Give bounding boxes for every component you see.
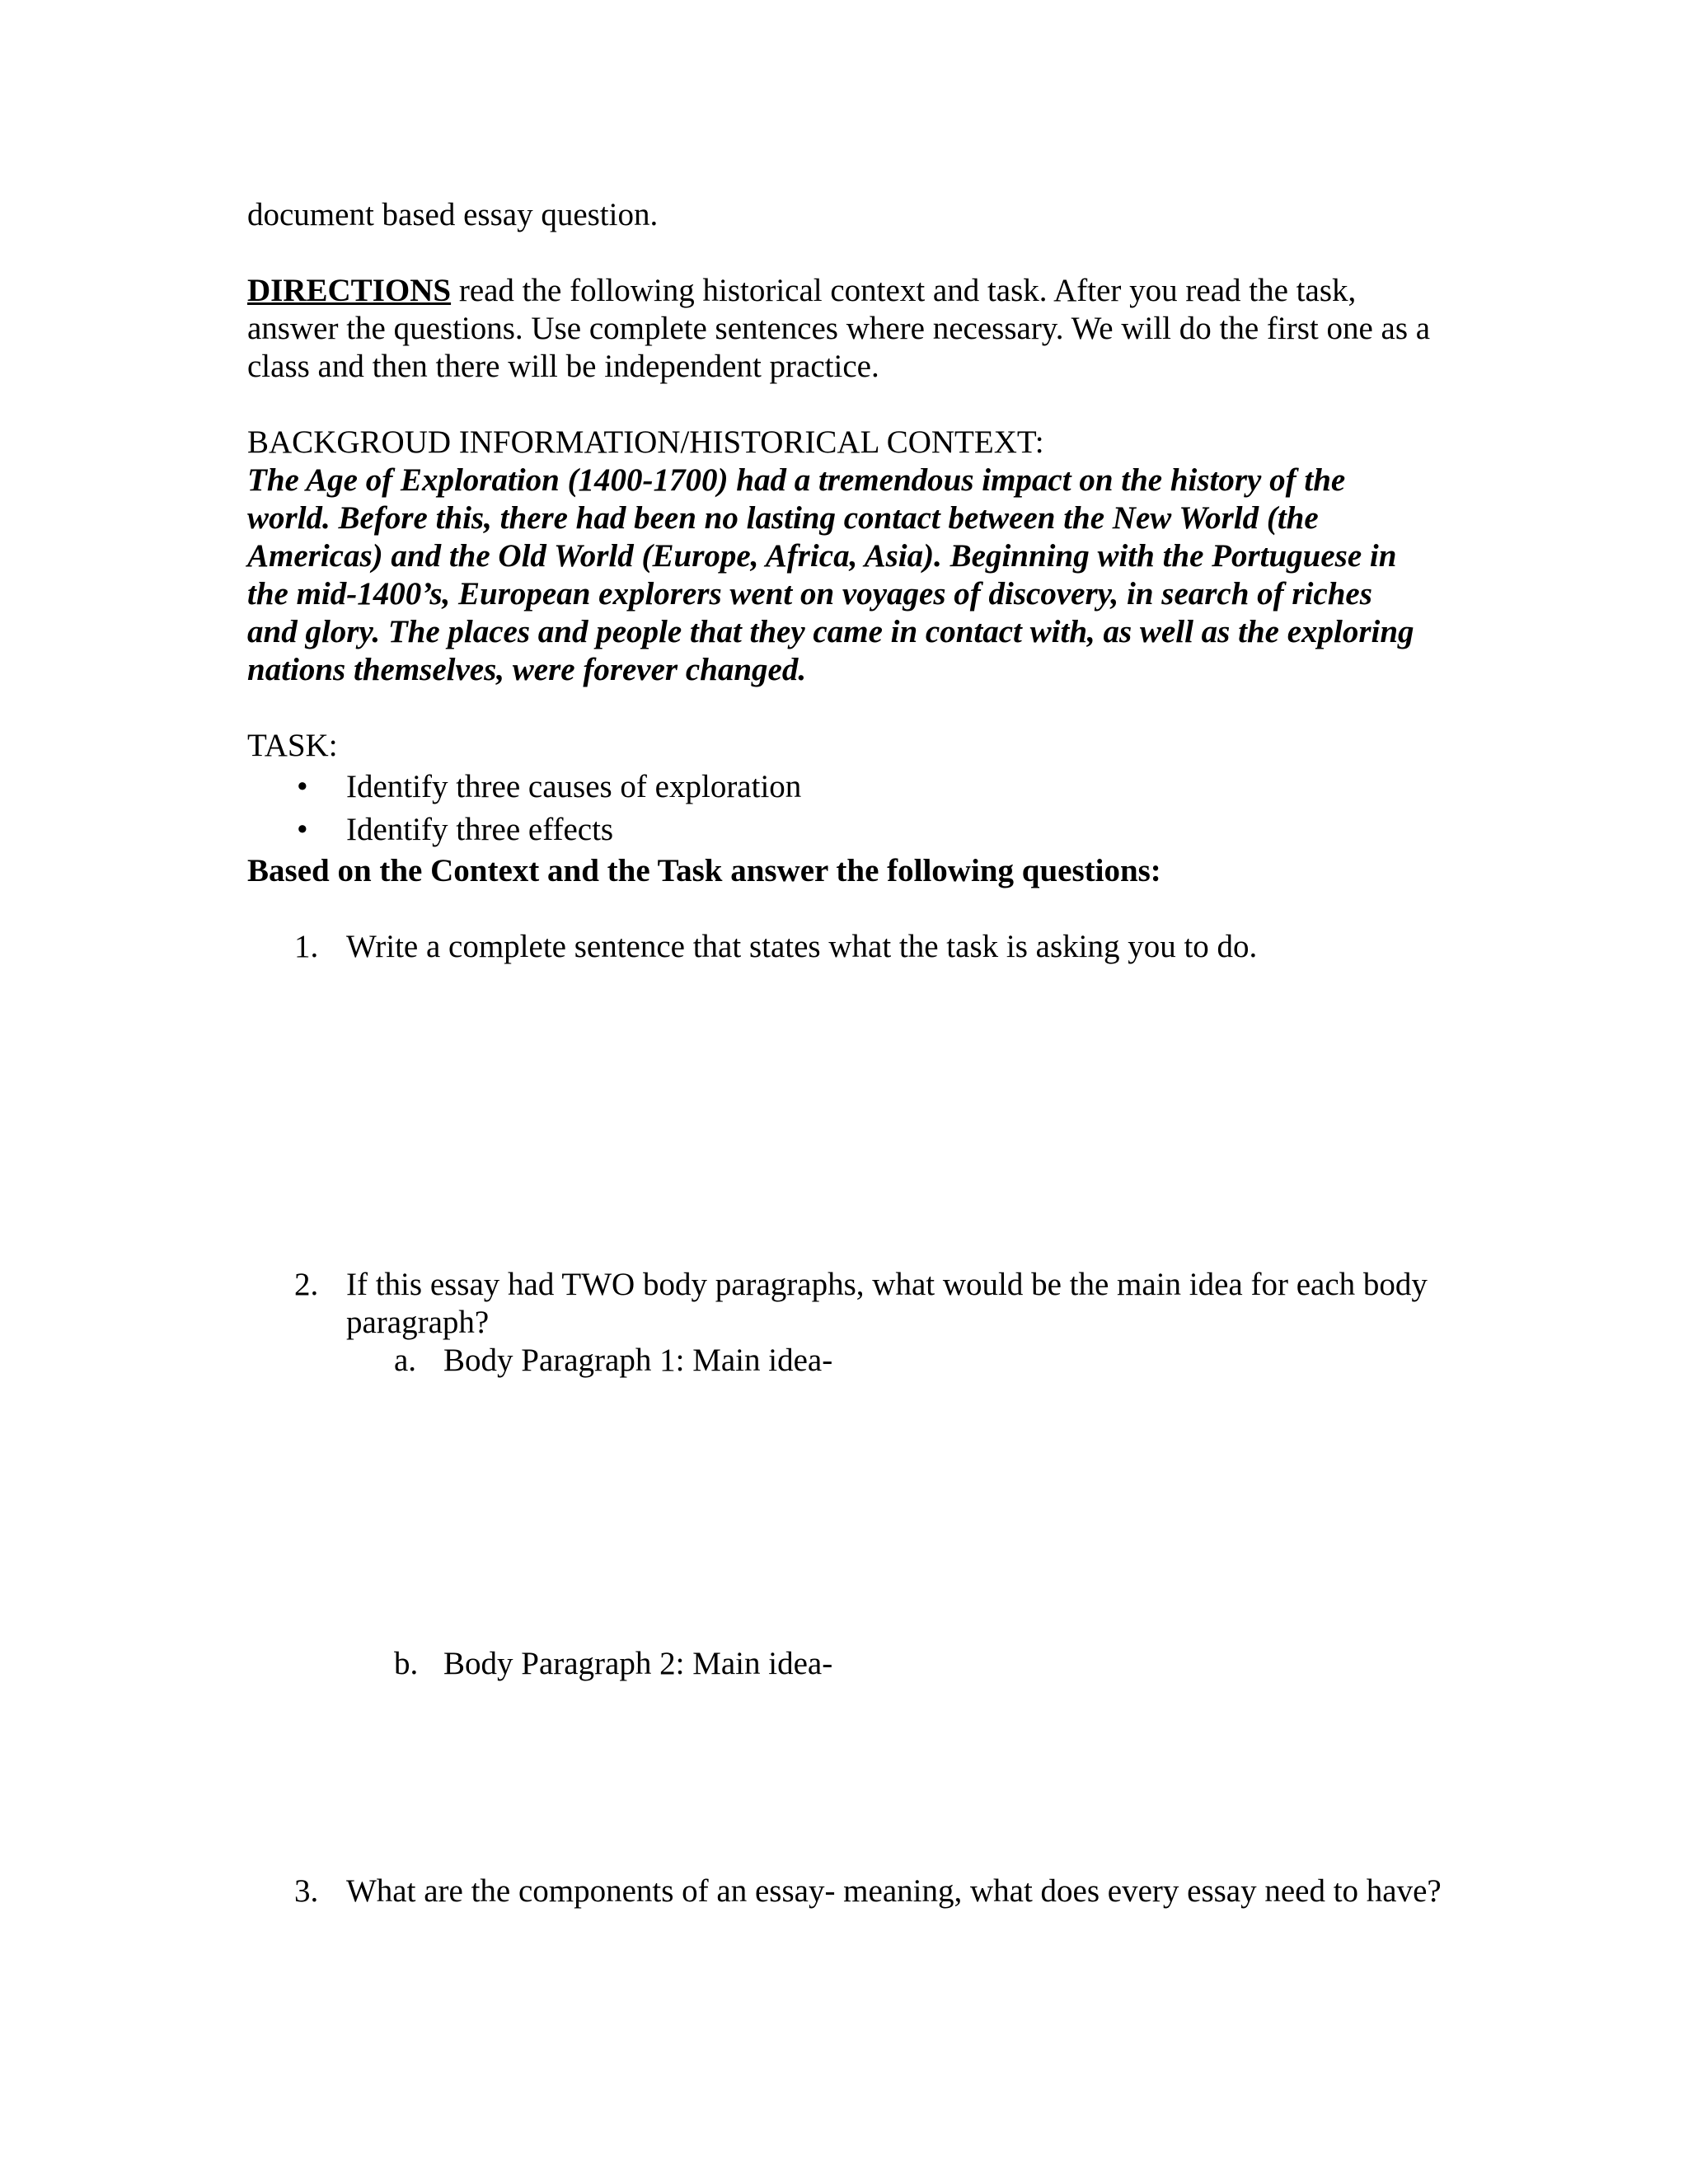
subitem-text: Body Paragraph 1: Main idea-	[443, 1343, 833, 1378]
intro-line: document based essay question.	[247, 197, 659, 232]
question-text: What are the components of an essay- meaning, what does every essay need to have?	[346, 1873, 1442, 1909]
task-bullet-text: Identify three causes of exploration	[346, 769, 802, 804]
subitem-letter: a.	[394, 1343, 417, 1378]
context-text: The Age of Exploration (1400-1700) had a tremendous impact on the history of the world. Before this, there had been no lasting contact between the New World (the Americas) and the Old World (Europe, Africa, Asia). Beginning with the Portuguese in the mid-1400’s, European explorers went on voyages of discovery, in search of riches and glory. The places and people that they came in contact with, as well as the exploring nations themselves, were forever changed.	[247, 462, 1414, 687]
question-number: 1.	[294, 929, 319, 964]
context-heading: BACKGROUD INFORMATION/HISTORICAL CONTEXT:	[247, 424, 1044, 460]
subitem-text: Body Paragraph 2: Main idea-	[443, 1646, 833, 1681]
instruction-line: Based on the Context and the Task answer the following questions:	[247, 853, 1161, 888]
question-text: Write a complete sentence that states what the task is asking you to do.	[346, 929, 1258, 964]
question-number: 3.	[294, 1873, 319, 1909]
subitem-letter: b.	[394, 1646, 419, 1681]
directions-text: read the following historical context and task. After you read the task, answer the questions. Use complete sentences where necessary. We will do the first one as a class and then there will be independent practice.	[247, 273, 1431, 384]
question-text: If this essay had TWO body paragraphs, what would be the main idea for each body paragraph?	[346, 1267, 1428, 1340]
task-bullet-text: Identify three effects	[346, 812, 614, 847]
task-heading: TASK:	[247, 728, 338, 763]
directions-label: DIRECTIONS	[247, 273, 452, 308]
directions-paragraph	[247, 272, 1434, 386]
bullet-icon: •	[297, 769, 308, 804]
bullet-icon: •	[297, 812, 308, 847]
question-number: 2.	[294, 1267, 319, 1302]
